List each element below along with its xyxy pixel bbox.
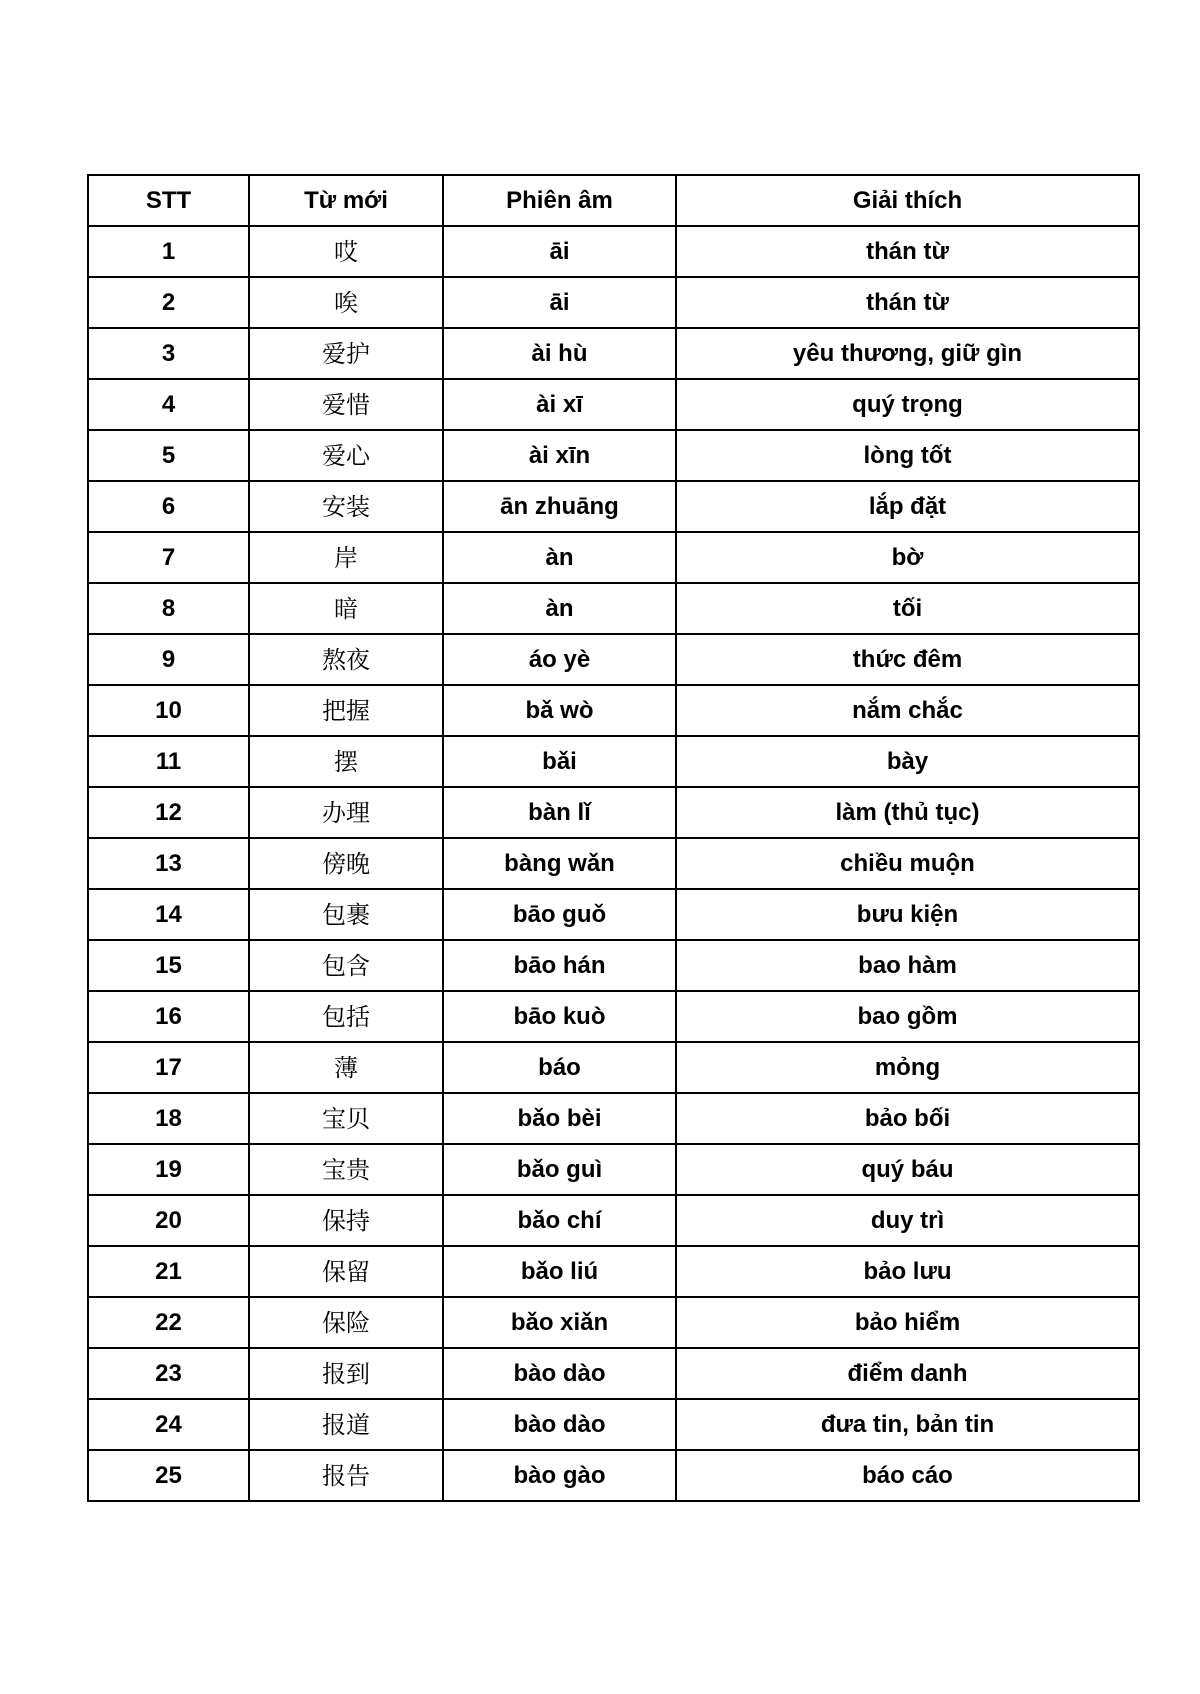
cell-word: 摆: [249, 736, 443, 787]
cell-pinyin: àn: [443, 532, 676, 583]
cell-word: 保持: [249, 1195, 443, 1246]
cell-stt: 9: [88, 634, 249, 685]
table-row: [88, 787, 1139, 838]
table-body: [88, 226, 1139, 1501]
cell-word: 暗: [249, 583, 443, 634]
table-row: [88, 1195, 1139, 1246]
cell-word: 爱心: [249, 430, 443, 481]
cell-stt: 1: [88, 226, 249, 277]
cell-word: 爱护: [249, 328, 443, 379]
header-pinyin: Phiên âm: [443, 175, 676, 226]
cell-pinyin: āi: [443, 277, 676, 328]
cell-pinyin: ài xīn: [443, 430, 676, 481]
cell-meaning: mỏng: [676, 1042, 1139, 1093]
cell-stt: 20: [88, 1195, 249, 1246]
cell-pinyin: bǎo xiǎn: [443, 1297, 676, 1348]
cell-pinyin: bāo kuò: [443, 991, 676, 1042]
cell-stt: 6: [88, 481, 249, 532]
cell-stt: 5: [88, 430, 249, 481]
cell-stt: 23: [88, 1348, 249, 1399]
cell-meaning: điểm danh: [676, 1348, 1139, 1399]
cell-stt: 4: [88, 379, 249, 430]
cell-word: 包含: [249, 940, 443, 991]
cell-meaning: bày: [676, 736, 1139, 787]
cell-pinyin: bǎo liú: [443, 1246, 676, 1297]
cell-stt: 19: [88, 1144, 249, 1195]
cell-pinyin: bào dào: [443, 1399, 676, 1450]
table-row: [88, 1042, 1139, 1093]
cell-stt: 16: [88, 991, 249, 1042]
cell-pinyin: bào gào: [443, 1450, 676, 1501]
cell-pinyin: bǎo guì: [443, 1144, 676, 1195]
cell-stt: 17: [88, 1042, 249, 1093]
cell-meaning: tối: [676, 583, 1139, 634]
cell-meaning: làm (thủ tục): [676, 787, 1139, 838]
cell-pinyin: bāo hán: [443, 940, 676, 991]
cell-stt: 15: [88, 940, 249, 991]
cell-meaning: lòng tốt: [676, 430, 1139, 481]
table-row: [88, 328, 1139, 379]
table-row: [88, 277, 1139, 328]
cell-meaning: đưa tin, bản tin: [676, 1399, 1139, 1450]
cell-meaning: nắm chắc: [676, 685, 1139, 736]
table-row: [88, 226, 1139, 277]
cell-word: 宝贝: [249, 1093, 443, 1144]
cell-pinyin: ān zhuāng: [443, 481, 676, 532]
cell-meaning: thức đêm: [676, 634, 1139, 685]
table-header-row: [88, 175, 1139, 226]
cell-stt: 10: [88, 685, 249, 736]
table-row: [88, 1297, 1139, 1348]
vocabulary-table: [87, 174, 1140, 1502]
cell-stt: 24: [88, 1399, 249, 1450]
cell-pinyin: āi: [443, 226, 676, 277]
cell-word: 哎: [249, 226, 443, 277]
header-word: Từ mới: [249, 175, 443, 226]
cell-meaning: quý báu: [676, 1144, 1139, 1195]
cell-word: 宝贵: [249, 1144, 443, 1195]
cell-stt: 14: [88, 889, 249, 940]
cell-pinyin: bāo guǒ: [443, 889, 676, 940]
cell-word: 安装: [249, 481, 443, 532]
cell-meaning: yêu thương, giữ gìn: [676, 328, 1139, 379]
cell-pinyin: bàn lǐ: [443, 787, 676, 838]
table-row: [88, 1144, 1139, 1195]
table-row: [88, 583, 1139, 634]
cell-stt: 7: [88, 532, 249, 583]
cell-meaning: bờ: [676, 532, 1139, 583]
cell-stt: 25: [88, 1450, 249, 1501]
cell-stt: 21: [88, 1246, 249, 1297]
table-row: [88, 940, 1139, 991]
table-row: [88, 634, 1139, 685]
table-row: [88, 736, 1139, 787]
table-row: [88, 685, 1139, 736]
cell-meaning: duy trì: [676, 1195, 1139, 1246]
header-meaning: Giải thích: [676, 175, 1139, 226]
table-row: [88, 1399, 1139, 1450]
table-row: [88, 532, 1139, 583]
cell-meaning: bảo hiểm: [676, 1297, 1139, 1348]
cell-pinyin: bǎ wò: [443, 685, 676, 736]
cell-stt: 12: [88, 787, 249, 838]
table-row: [88, 889, 1139, 940]
cell-meaning: chiều muộn: [676, 838, 1139, 889]
cell-pinyin: bǎi: [443, 736, 676, 787]
cell-pinyin: bǎo bèi: [443, 1093, 676, 1144]
cell-pinyin: ài hù: [443, 328, 676, 379]
cell-word: 报道: [249, 1399, 443, 1450]
table-row: [88, 1246, 1139, 1297]
cell-word: 薄: [249, 1042, 443, 1093]
cell-meaning: quý trọng: [676, 379, 1139, 430]
cell-word: 爱惜: [249, 379, 443, 430]
table-row: [88, 1348, 1139, 1399]
table-row: [88, 379, 1139, 430]
cell-meaning: lắp đặt: [676, 481, 1139, 532]
table-row: [88, 1093, 1139, 1144]
cell-word: 保险: [249, 1297, 443, 1348]
cell-word: 把握: [249, 685, 443, 736]
cell-stt: 18: [88, 1093, 249, 1144]
cell-word: 傍晚: [249, 838, 443, 889]
cell-meaning: báo cáo: [676, 1450, 1139, 1501]
cell-meaning: bảo lưu: [676, 1246, 1139, 1297]
cell-meaning: thán từ: [676, 226, 1139, 277]
cell-stt: 11: [88, 736, 249, 787]
cell-word: 熬夜: [249, 634, 443, 685]
cell-meaning: thán từ: [676, 277, 1139, 328]
cell-meaning: bưu kiện: [676, 889, 1139, 940]
cell-word: 唉: [249, 277, 443, 328]
cell-word: 岸: [249, 532, 443, 583]
cell-word: 包裹: [249, 889, 443, 940]
cell-word: 办理: [249, 787, 443, 838]
table-row: [88, 838, 1139, 889]
cell-meaning: bảo bối: [676, 1093, 1139, 1144]
cell-word: 包括: [249, 991, 443, 1042]
cell-pinyin: bào dào: [443, 1348, 676, 1399]
cell-stt: 2: [88, 277, 249, 328]
cell-stt: 13: [88, 838, 249, 889]
cell-pinyin: àn: [443, 583, 676, 634]
table-row: [88, 481, 1139, 532]
cell-word: 报告: [249, 1450, 443, 1501]
cell-meaning: bao gồm: [676, 991, 1139, 1042]
cell-word: 报到: [249, 1348, 443, 1399]
table-row: [88, 991, 1139, 1042]
cell-pinyin: bǎo chí: [443, 1195, 676, 1246]
cell-meaning: bao hàm: [676, 940, 1139, 991]
table-row: [88, 1450, 1139, 1501]
cell-pinyin: áo yè: [443, 634, 676, 685]
cell-pinyin: bàng wǎn: [443, 838, 676, 889]
cell-stt: 22: [88, 1297, 249, 1348]
cell-word: 保留: [249, 1246, 443, 1297]
cell-pinyin: ài xī: [443, 379, 676, 430]
table-row: [88, 430, 1139, 481]
cell-stt: 8: [88, 583, 249, 634]
cell-stt: 3: [88, 328, 249, 379]
header-stt: STT: [88, 175, 249, 226]
cell-pinyin: báo: [443, 1042, 676, 1093]
